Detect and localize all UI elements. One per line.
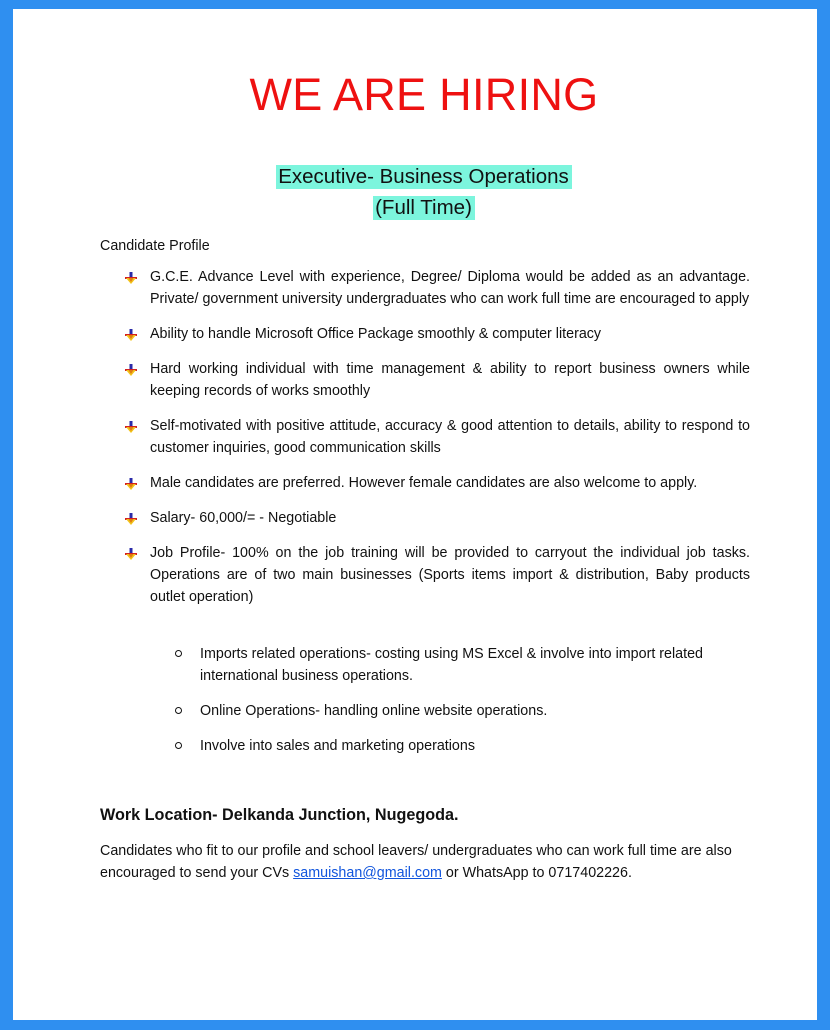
job-task-item (173, 700, 750, 722)
profile-list-item-text: Job Profile- 100% on the job training will be provided to carryout the individual job tasks. Operations are of two main businesses (Sports items import & distribution, Baby products outlet operation) (150, 545, 750, 605)
work-location: Work Location- Delkanda Junction, Nugegoda. (100, 806, 459, 824)
role-type-text: (Full Time) (373, 196, 475, 220)
closing-paragraph (100, 840, 750, 884)
profile-list-item-text: Hard working individual with time management & ability to report business owners while keeping records of works smoothly (150, 361, 750, 399)
arrow-down-bullet-icon (124, 270, 138, 283)
profile-list-item (124, 507, 750, 529)
circle-bullet-icon (175, 650, 182, 657)
profile-list-item-text: G.C.E. Advance Level with experience, Degree/ Diploma would be added as an advantage. Private/ government university undergraduates who can work full time are encouraged to apply (150, 269, 750, 307)
candidate-profile-heading: Candidate Profile (100, 238, 210, 254)
profile-list-item-text: Ability to handle Microsoft Office Package smoothly & computer literacy (150, 326, 602, 342)
profile-list-item (124, 415, 750, 459)
profile-list-item (124, 542, 750, 608)
arrow-down-bullet-icon (124, 327, 138, 340)
arrow-down-bullet-icon (124, 362, 138, 375)
profile-list-item (124, 472, 750, 494)
profile-list-item (124, 358, 750, 402)
arrow-down-bullet-icon (124, 476, 138, 489)
arrow-down-bullet-icon (124, 546, 138, 559)
profile-list-item-text: Male candidates are preferred. However female candidates are also welcome to apply. (150, 475, 698, 491)
profile-list-item (124, 266, 750, 310)
role-title-text: Executive- Business Operations (276, 165, 572, 189)
closing-whatsapp-text: or WhatsApp to 0717402226. (441, 865, 632, 881)
circle-bullet-icon (175, 707, 182, 714)
job-task-item-text: Involve into sales and marketing operations (200, 738, 475, 754)
email-link[interactable]: samuishan@gmail.com (293, 865, 442, 881)
arrow-down-bullet-icon (124, 419, 138, 432)
role-title (0, 163, 830, 190)
headline: WE ARE HIRING (249, 69, 599, 120)
arrow-down-bullet-icon (124, 511, 138, 524)
profile-list-item-text: Self-motivated with positive attitude, accuracy & good attention to details, ability to respond to customer inquiries, good communication skills (150, 418, 750, 456)
job-task-item-text: Online Operations- handling online website operations. (200, 703, 548, 719)
candidate-profile-list (124, 266, 750, 621)
job-task-item (173, 735, 750, 757)
closing-text: Candidates who fit to our profile and school leavers/ undergraduates who can work full time are also encouraged to send your CVs (100, 843, 732, 881)
circle-bullet-icon (175, 742, 182, 749)
profile-list-item (124, 323, 750, 345)
job-task-item-text: Imports related operations- costing using MS Excel & involve into import related international business operations. (200, 646, 704, 684)
job-tasks-list (173, 643, 750, 770)
job-task-item (173, 643, 750, 687)
profile-list-item-text: Salary- 60,000/= - Negotiable (150, 510, 337, 526)
role-type (0, 194, 830, 221)
